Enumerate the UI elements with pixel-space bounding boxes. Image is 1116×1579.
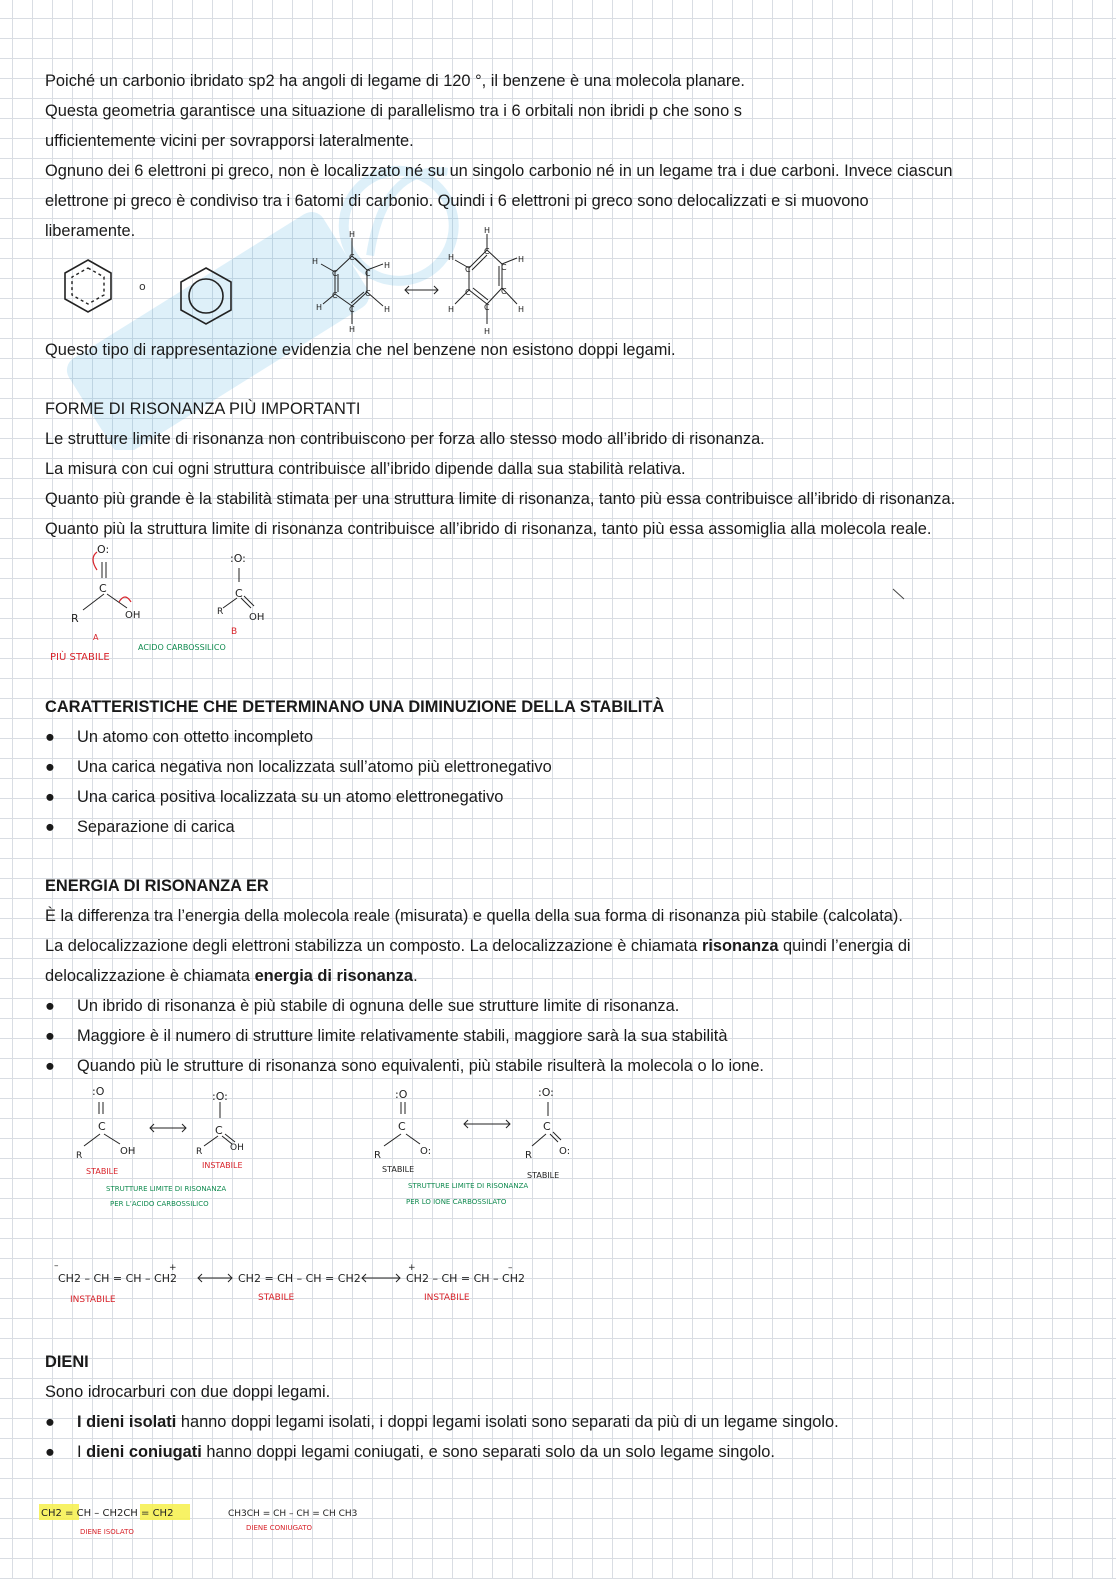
carbon-label: C [398, 1120, 406, 1133]
intro-line-4: Ognuno dei 6 elettroni pi greco, non è localizzato né su un singolo carbonio né in un legame tra i due carboni. Invece ciascun [45, 162, 953, 180]
term-risonanza: risonanza [701, 937, 779, 955]
minus-charge: – [508, 1263, 513, 1273]
stray-mark [892, 588, 908, 602]
structure-3: CH2 – CH = CH – CH2 [406, 1272, 526, 1285]
carboxylic-acid-caption: ACIDO CARBOSSILICO [138, 643, 226, 652]
atom-h: H [349, 325, 356, 334]
stable-label: STABILE [382, 1165, 415, 1174]
resonance-line-3: Quanto più grande è la stabilità stimata per una struttura limite di risonanza, tanto più essa contribuisce all’ibrido di risonanza. [45, 490, 956, 508]
oxygen-label: :O [92, 1085, 105, 1098]
atom-c: C [349, 305, 355, 314]
atom-c: C [484, 303, 490, 312]
oxygen-label: :O [395, 1088, 408, 1101]
conjugated-diene-label: DIENE CONIUGATO [246, 1524, 313, 1532]
atom-h: H [312, 257, 319, 266]
benzene-dashed-inner [72, 268, 104, 304]
dieni-heading: DIENI [45, 1353, 89, 1371]
resonance-line-2: La misura con cui ogni struttura contribuisce all’ibrido dipende dalla sua stabilità relativa. [45, 460, 686, 478]
oxygen-anion-label: :O: [212, 1090, 228, 1103]
list-item-text: Una carica positiva localizzata su un atomo elettronegativo [77, 788, 504, 806]
atom-h: H [518, 255, 525, 264]
label-a: A [93, 633, 99, 642]
term-dieni-isolati: I dieni isolati [77, 1413, 177, 1431]
text-run: hanno doppi legami coniugati, e sono separati solo da un solo legame singolo. [201, 1443, 775, 1461]
oxide-label: O: [559, 1146, 571, 1157]
list-item-text: Separazione di carica [77, 818, 235, 836]
carboxylic-acid-figure [45, 540, 305, 670]
energy-line-1: È la differenza tra l’energia della molecola reale (misurata) e quella della sua forma di risonanza più stabile (calcolata). [45, 907, 903, 925]
atom-c: C [332, 269, 338, 278]
atom-c: C [484, 247, 490, 256]
r-group-label: R [525, 1150, 532, 1161]
atom-h: H [518, 305, 525, 314]
energy-line-3 [45, 966, 418, 986]
atom-h: H [384, 305, 391, 314]
list-item-text [77, 1442, 775, 1462]
intro-line-2: Questa geometria garantisce una situazione di parallelismo tra i 6 orbitali non ibridi p che sono s [45, 102, 742, 120]
stable-label: STABILE [86, 1167, 119, 1176]
atom-h: H [384, 261, 391, 270]
atom-h: H [448, 253, 455, 262]
hydroxyl-label: OH [230, 1143, 244, 1153]
stable-label: STABILE [527, 1171, 560, 1180]
list-item-text: Quando più le strutture di risonanza sono equivalenti, più stabile risulterà la molecola o lo ione. [77, 1057, 764, 1075]
more-stable-label: PIÙ STABILE [50, 652, 110, 663]
r-group-label: R [71, 612, 79, 625]
conjugated-diene-formula: CH3CH = CH – CH = CH CH3 [228, 1509, 358, 1519]
atom-h: H [448, 305, 455, 314]
r-group-label: R [76, 1151, 83, 1161]
benzene-inner-circle [189, 279, 223, 313]
atom-h: H [349, 230, 356, 239]
acid-caption-line-2: PER L’ACIDO CARBOSSILICO [110, 1200, 209, 1208]
intro-line-3: ufficientemente vicini per sovrapporsi lateralmente. [45, 132, 414, 150]
atom-c: C [365, 269, 371, 278]
text-run: quindi l’energia di [778, 937, 911, 955]
stable-label: STABILE [258, 1293, 295, 1303]
benzene-note: Questo tipo di rappresentazione evidenzia che nel benzene non esistono doppi legami. [45, 341, 676, 359]
carbon-label: C [543, 1120, 551, 1133]
plus-charge: + [169, 1263, 177, 1273]
atom-c: C [332, 291, 338, 300]
acid-caption-line-1: STRUTTURE LIMITE DI RISONANZA [106, 1185, 227, 1193]
atom-h: H [484, 226, 491, 235]
or-label: o [139, 280, 146, 293]
benzene-figure [55, 228, 555, 340]
unstable-label: INSTABILE [202, 1161, 243, 1170]
hydroxyl-label: OH [125, 610, 141, 621]
term-energia-di-risonanza: energia di risonanza [254, 967, 414, 985]
oxide-label: O: [420, 1146, 432, 1157]
r-group-label: R [196, 1147, 203, 1157]
text-run: . [413, 967, 418, 985]
atom-c: C [465, 288, 471, 297]
text-run: hanno doppi legami isolati, i doppi legami isolati sono separati da più di un legame singolo. [176, 1413, 839, 1431]
bullet-icon: ● [45, 1027, 55, 1045]
unstable-label: INSTABILE [424, 1293, 470, 1303]
intro-line-1: Poiché un carbonio ibridato sp2 ha angoli di legame di 120 °, il benzene è una molecola planare. [45, 72, 745, 90]
atom-c: C [465, 265, 471, 274]
butadiene-resonance-figure [52, 1262, 552, 1310]
carbon-label: C [215, 1124, 223, 1137]
isolated-diene-label: DIENE ISOLATO [80, 1528, 134, 1536]
hydroxyl-label: OH [249, 612, 265, 623]
atom-c: C [501, 263, 507, 272]
energy-line-2 [45, 936, 911, 956]
atom-h: H [484, 327, 491, 336]
oxygen-label: O: [97, 543, 110, 556]
oxygen-anion-label: :O: [538, 1086, 554, 1099]
resonance-line-4: Quanto più la struttura limite di risonanza contribuisce all’ibrido di risonanza, tanto più essa assomiglia alla molecola reale. [45, 520, 932, 538]
carbon-label: C [98, 1120, 106, 1133]
dieni-examples [36, 1504, 416, 1540]
bullet-icon: ● [45, 1057, 55, 1075]
carbon-label: C [235, 587, 243, 600]
intro-line-6: liberamente. [45, 222, 136, 240]
unstable-label: INSTABILE [70, 1295, 116, 1305]
text-run: I [77, 1443, 87, 1461]
isolated-diene-formula: CH2 = CH – CH2CH = CH2 [41, 1508, 174, 1519]
stability-heading: CARATTERISTICHE CHE DETERMINANO UNA DIMINUZIONE DELLA STABILITÀ [45, 698, 665, 716]
energy-heading: ENERGIA DI RISONANZA ER [45, 877, 269, 895]
ion-caption-line-2: PER LO IONE CARBOSSILATO [406, 1198, 507, 1206]
label-b: B [231, 627, 238, 637]
atom-c: C [349, 253, 355, 262]
hydroxyl-label: OH [120, 1146, 136, 1157]
bullet-icon: ● [45, 788, 55, 806]
minus-charge: – [54, 1261, 59, 1271]
atom-c: C [365, 289, 371, 298]
bullet-icon: ● [45, 997, 55, 1015]
list-item-text: Un atomo con ottetto incompleto [77, 728, 313, 746]
bullet-icon: ● [45, 1443, 55, 1461]
list-item-text: Una carica negativa non localizzata sull’atomo più elettronegativo [77, 758, 552, 776]
bullet-icon: ● [45, 818, 55, 836]
atom-c: C [501, 287, 507, 296]
atom-h: H [316, 303, 323, 312]
list-item-text [77, 1412, 839, 1432]
dieni-intro: Sono idrocarburi con due doppi legami. [45, 1383, 331, 1401]
bullet-icon: ● [45, 728, 55, 746]
ion-caption-line-1: STRUTTURE LIMITE DI RISONANZA [408, 1182, 529, 1190]
plus-charge: + [408, 1263, 416, 1273]
list-item-text: Maggiore è il numero di strutture limite relativamente stabili, maggiore sarà la sua stabilità [77, 1027, 728, 1045]
bullet-icon: ● [45, 758, 55, 776]
structure-2: CH2 = CH – CH = CH2 [238, 1272, 361, 1285]
structure-1: CH2 – CH = CH – CH2 [58, 1272, 178, 1285]
carbon-label: C [99, 582, 107, 595]
resonance-line-1: Le strutture limite di risonanza non contribuiscono per forza allo stesso modo all’ibrido di risonanza. [45, 430, 765, 448]
oxygen-anion-label: :O: [230, 552, 246, 565]
resonance-heading: FORME DI RISONANZA PIÙ IMPORTANTI [45, 400, 361, 418]
resonance-structures-figure [70, 1078, 610, 1213]
list-item-text: Un ibrido di risonanza è più stabile di ognuna delle sue strutture limite di risonanza. [77, 997, 680, 1015]
term-dieni-coniugati: dieni coniugati [86, 1443, 202, 1461]
text-run: La delocalizzazione degli elettroni stabilizza un composto. La delocalizzazione è chiamata [45, 937, 702, 955]
bullet-icon: ● [45, 1413, 55, 1431]
intro-line-5: elettrone pi greco è condiviso tra i 6atomi di carbonio. Quindi i 6 elettroni pi greco sono delocalizzati e si muovono [45, 192, 869, 210]
text-run: delocalizzazione è chiamata [45, 967, 255, 985]
r-group-label: R [374, 1150, 381, 1161]
r-group-label: R [217, 607, 224, 617]
